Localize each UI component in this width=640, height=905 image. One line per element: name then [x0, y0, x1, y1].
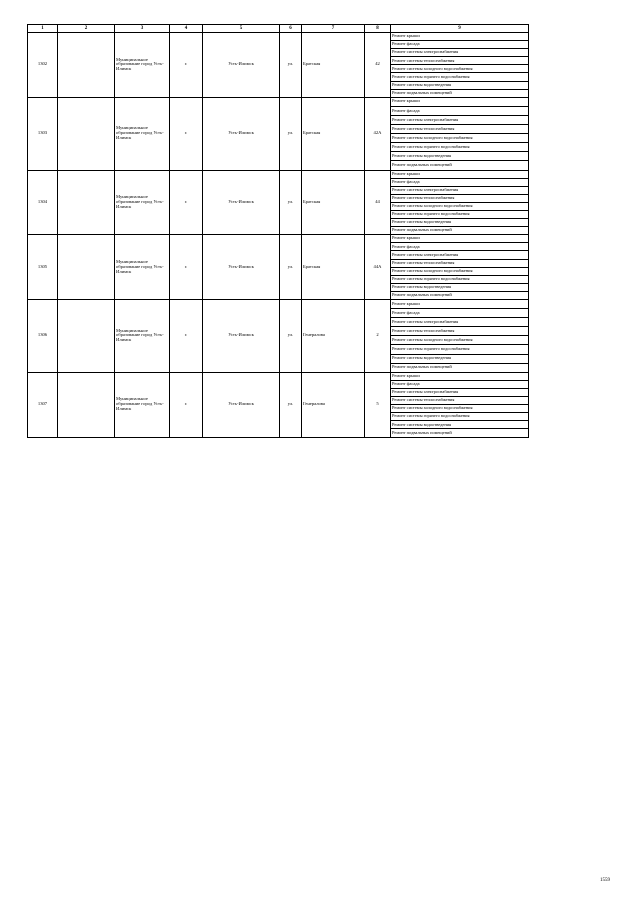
- record-number: 1306: [28, 300, 58, 373]
- work-item: Ремонт системы электроснабжения: [391, 186, 529, 194]
- work-item: Ремонт крыши: [391, 235, 529, 243]
- header-col-8: 8: [365, 25, 391, 33]
- work-item: Ремонт системы горячего водоснабжения: [391, 275, 529, 283]
- work-item: Ремонт фасада: [391, 41, 529, 49]
- header-col-7: 7: [302, 25, 365, 33]
- record-number: 1305: [28, 235, 58, 300]
- work-item: Ремонт системы горячего водоснабжения: [391, 210, 529, 218]
- record-col2: [58, 372, 115, 437]
- work-item: Ремонт системы холодного водоснабжения: [391, 405, 529, 413]
- work-item: Ремонт системы теплоснабжения: [391, 125, 529, 134]
- street-type-cell: ул.: [280, 235, 302, 300]
- table-body: [28, 33, 529, 438]
- municipality-cell: Муниципальное образование город Усть-Илимск: [115, 235, 170, 300]
- work-item: Ремонт системы горячего водоснабжения: [391, 345, 529, 354]
- city-cell: Усть-Илимск: [203, 33, 280, 98]
- table-row: [28, 33, 529, 41]
- record-number: 1304: [28, 170, 58, 235]
- work-item: Ремонт системы горячего водоснабжения: [391, 73, 529, 81]
- header-col-9: 9: [391, 25, 529, 33]
- municipality-cell: Муниципальное образование город Усть-Илимск: [115, 97, 170, 170]
- work-item: Ремонт системы электроснабжения: [391, 115, 529, 124]
- work-item: Ремонт системы электроснабжения: [391, 251, 529, 259]
- work-item: Ремонт системы водоотведения: [391, 421, 529, 429]
- settlement-type-cell: г.: [170, 372, 203, 437]
- work-item: Ремонт системы теплоснабжения: [391, 397, 529, 405]
- street-type-cell: ул.: [280, 170, 302, 235]
- work-item: Ремонт подвальных помещений: [391, 161, 529, 170]
- house-number-cell: 5: [365, 372, 391, 437]
- house-number-cell: 44: [365, 170, 391, 235]
- record-col2: [58, 97, 115, 170]
- header-col-6: 6: [280, 25, 302, 33]
- work-item: Ремонт системы горячего водоснабжения: [391, 143, 529, 152]
- work-item: Ремонт системы холодного водоснабжения: [391, 336, 529, 345]
- record-number: 1307: [28, 372, 58, 437]
- settlement-type-cell: г.: [170, 170, 203, 235]
- work-item: Ремонт подвальных помещений: [391, 429, 529, 437]
- register-table: [27, 24, 529, 438]
- municipality-cell: Муниципальное образование город Усть-Илимск: [115, 372, 170, 437]
- street-cell: Генералова: [302, 300, 365, 373]
- municipality-cell: Муниципальное образование город Усть-Илимск: [115, 170, 170, 235]
- settlement-type-cell: г.: [170, 235, 203, 300]
- header-col-2: 2: [58, 25, 115, 33]
- house-number-cell: 42: [365, 33, 391, 98]
- work-item: Ремонт крыши: [391, 372, 529, 380]
- work-item: Ремонт фасада: [391, 309, 529, 318]
- header-row: [28, 25, 529, 33]
- city-cell: Усть-Илимск: [203, 300, 280, 373]
- municipality-cell: Муниципальное образование город Усть-Илимск: [115, 300, 170, 373]
- header-col-1: 1: [28, 25, 58, 33]
- record-col2: [58, 300, 115, 373]
- work-item: Ремонт системы теплоснабжения: [391, 57, 529, 65]
- house-number-cell: 42А: [365, 97, 391, 170]
- record-col2: [58, 235, 115, 300]
- table-row: [28, 170, 529, 178]
- house-number-cell: 2: [365, 300, 391, 373]
- record-col2: [58, 170, 115, 235]
- city-cell: Усть-Илимск: [203, 372, 280, 437]
- settlement-type-cell: г.: [170, 300, 203, 373]
- record-col2: [58, 33, 115, 98]
- work-item: Ремонт системы горячего водоснабжения: [391, 413, 529, 421]
- street-cell: Братская: [302, 170, 365, 235]
- work-item: Ремонт фасада: [391, 178, 529, 186]
- work-item: Ремонт крыши: [391, 33, 529, 41]
- work-item: Ремонт системы водоотведения: [391, 152, 529, 161]
- record-number: 1302: [28, 33, 58, 98]
- street-type-cell: ул.: [280, 33, 302, 98]
- work-item: Ремонт системы водоотведения: [391, 354, 529, 363]
- settlement-type-cell: г.: [170, 97, 203, 170]
- work-item: Ремонт крыши: [391, 170, 529, 178]
- page-number: 1559: [600, 878, 610, 883]
- work-item: Ремонт системы теплоснабжения: [391, 194, 529, 202]
- work-item: Ремонт фасада: [391, 106, 529, 115]
- street-cell: Братская: [302, 97, 365, 170]
- work-item: Ремонт системы теплоснабжения: [391, 259, 529, 267]
- header-col-4: 4: [170, 25, 203, 33]
- work-item: Ремонт крыши: [391, 97, 529, 106]
- table-row: [28, 372, 529, 380]
- municipality-cell: Муниципальное образование город Усть-Илимск: [115, 33, 170, 98]
- house-number-cell: 44А: [365, 235, 391, 300]
- street-cell: Генералова: [302, 372, 365, 437]
- city-cell: Усть-Илимск: [203, 170, 280, 235]
- work-item: Ремонт системы теплоснабжения: [391, 327, 529, 336]
- work-item: Ремонт подвальных помещений: [391, 291, 529, 299]
- work-item: Ремонт системы электроснабжения: [391, 388, 529, 396]
- work-item: Ремонт системы холодного водоснабжения: [391, 65, 529, 73]
- work-item: Ремонт фасада: [391, 380, 529, 388]
- work-item: Ремонт системы водоотведения: [391, 81, 529, 89]
- work-item: Ремонт системы холодного водоснабжения: [391, 202, 529, 210]
- table-row: [28, 235, 529, 243]
- work-item: Ремонт системы холодного водоснабжения: [391, 267, 529, 275]
- table-row: [28, 97, 529, 106]
- city-cell: Усть-Илимск: [203, 235, 280, 300]
- work-item: Ремонт подвальных помещений: [391, 363, 529, 372]
- header-col-3: 3: [115, 25, 170, 33]
- street-type-cell: ул.: [280, 372, 302, 437]
- settlement-type-cell: г.: [170, 33, 203, 98]
- record-number: 1303: [28, 97, 58, 170]
- header-col-5: 5: [203, 25, 280, 33]
- city-cell: Усть-Илимск: [203, 97, 280, 170]
- work-item: Ремонт подвальных помещений: [391, 89, 529, 97]
- work-item: Ремонт подвальных помещений: [391, 227, 529, 235]
- street-type-cell: ул.: [280, 300, 302, 373]
- table-row: [28, 300, 529, 309]
- street-type-cell: ул.: [280, 97, 302, 170]
- work-item: Ремонт системы водоотведения: [391, 219, 529, 227]
- work-item: Ремонт системы водоотведения: [391, 283, 529, 291]
- work-item: Ремонт фасада: [391, 243, 529, 251]
- street-cell: Братская: [302, 33, 365, 98]
- work-item: Ремонт системы холодного водоснабжения: [391, 134, 529, 143]
- work-item: Ремонт крыши: [391, 300, 529, 309]
- work-item: Ремонт системы электроснабжения: [391, 49, 529, 57]
- work-item: Ремонт системы электроснабжения: [391, 318, 529, 327]
- street-cell: Братская: [302, 235, 365, 300]
